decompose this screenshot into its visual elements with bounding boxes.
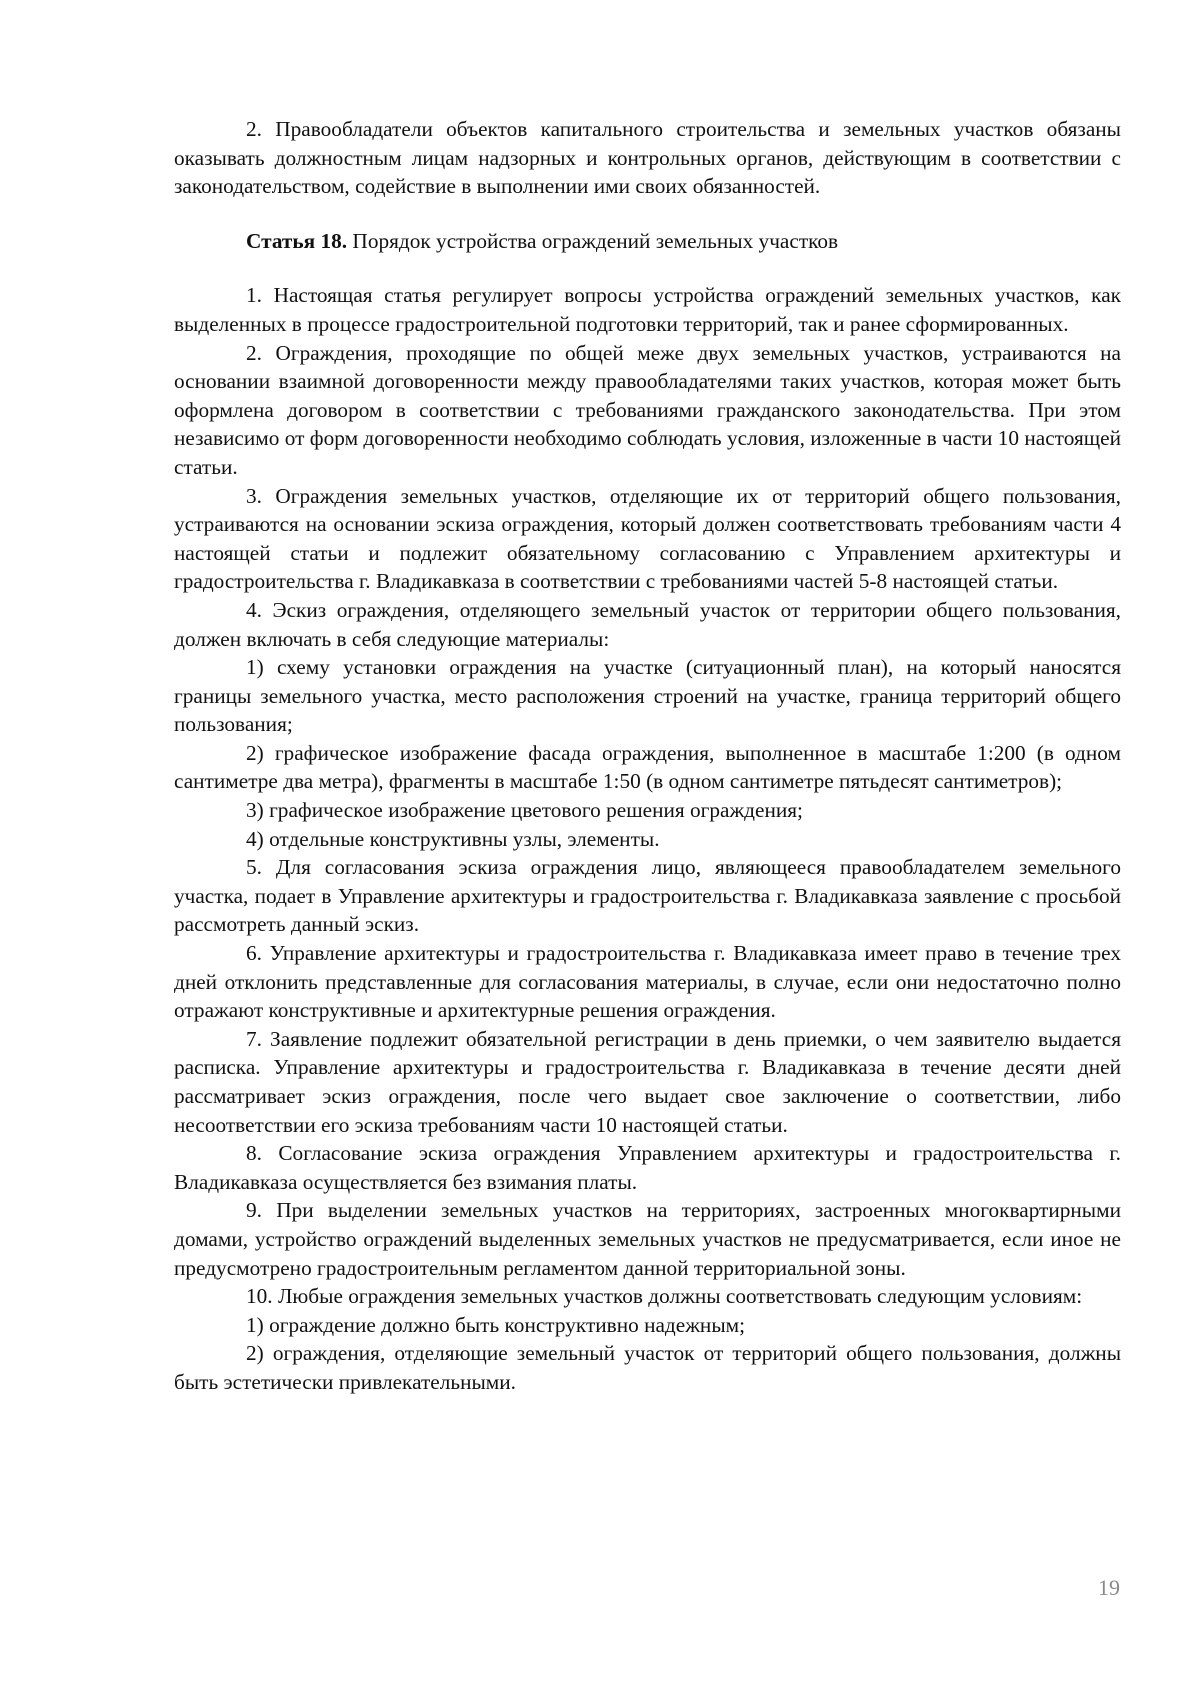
paragraph: 4. Эскиз ограждения, отделяющего земельный участок от территории общего пользования, должен включать в себя следующие материалы:	[174, 597, 1121, 651]
paragraph: 7. Заявление подлежит обязательной регистрации в день приемки, о чем заявителю выдается расписка. Управление архитектуры и градостроительства г. Владикавказа в течение десяти дней рассматривает эскиз ограждения, после чего выдает свое заключение о соответствии, либо несоответствии его эскиза требованиям части 10 настоящей статьи.	[174, 1026, 1121, 1137]
paragraph: 9. При выделении земельных участков на территориях, застроенных многоквартирными домами, устройство ограждений выделенных земельных участков не предусматривается, если иное не предусмотрено градостроительным регламентом данной территориальной зоны.	[174, 1198, 1121, 1280]
paragraph: 3. Ограждения земельных участков, отделяющие их от территорий общего пользования, устраиваются на основании эскиза ограждения, который должен соответствовать требованиям части 4 настоящей статьи и подлежит обязательному согласованию с Управлением архитектуры и градостроительства г. Владикавказа в соответствии с требованиями частей 5-8 настоящей статьи.	[174, 483, 1121, 594]
paragraph: 8. Согласование эскиза ограждения Управлением архитектуры и градостроительства г. Владикавказа осуществляется без взимания платы.	[174, 1141, 1121, 1194]
paragraph: 2) ограждения, отделяющие земельный участок от территорий общего пользования, должны быть эстетически привлекательными.	[174, 1341, 1121, 1394]
document-body	[174, 115, 1121, 1397]
article-label: Статья 18.	[246, 228, 348, 253]
paragraph: 2. Правообладатели объектов капитального строительства и земельных участков обязаны оказывать должностным лицам надзорных и контрольных органов, действующим в соответствии с законодательством, содействие в выполнении ими своих обязанностей.	[174, 117, 1121, 199]
paragraph: 1) ограждение должно быть конструктивно надежным;	[246, 1312, 746, 1337]
page-number: 19	[1098, 1575, 1120, 1600]
paragraph: 1. Настоящая статья регулирует вопросы устройства ограждений земельных участков, как выделенных в процессе градостроительной подготовки территорий, так и ранее сформированных.	[174, 283, 1121, 336]
paragraph: 4) отдельные конструктивны узлы, элементы.	[246, 826, 660, 851]
article-title: Порядок устройства ограждений земельных участков	[347, 228, 839, 253]
paragraph: 10. Любые ограждения земельных участков должны соответствовать следующим условиям:	[246, 1284, 1083, 1309]
paragraph: 1) схему установки ограждения на участке (ситуационный план), на который наносятся границы земельного участка, место расположения строений на участке, граница территорий общего пользования;	[174, 655, 1121, 737]
paragraph: 6. Управление архитектуры и градостроительства г. Владикавказа имеет право в течение трех дней отклонить представленные для согласования материалы, в случае, если они недостаточно полно отражают конструктивные и архитектурные решения ограждения.	[174, 941, 1121, 1023]
paragraph: 3) графическое изображение цветового решения ограждения;	[246, 798, 803, 823]
paragraph: 2) графическое изображение фасада ограждения, выполненное в масштабе 1:200 (в одном сантиметре два метра), фрагменты в масштабе 1:50 (в одном сантиметре пятьдесят сантиметров);	[174, 740, 1121, 794]
paragraph: 5. Для согласования эскиза ограждения лицо, являющееся правообладателем земельного участка, подает в Управление архитектуры и градостроительства г. Владикавказа заявление с просьбой рассмотреть данный эскиз.	[174, 855, 1121, 937]
paragraph: 2. Ограждения, проходящие по общей меже двух земельных участков, устраиваются на основании взаимной договоренности между правообладателями таких участков, которая может быть оформлена договором в соответствии с требованиями гражданского законодательства. При этом независимо от форм договоренности необходимо соблюдать условия, изложенные в части 10 настоящей статьи.	[174, 340, 1121, 479]
article-heading	[174, 227, 1121, 256]
